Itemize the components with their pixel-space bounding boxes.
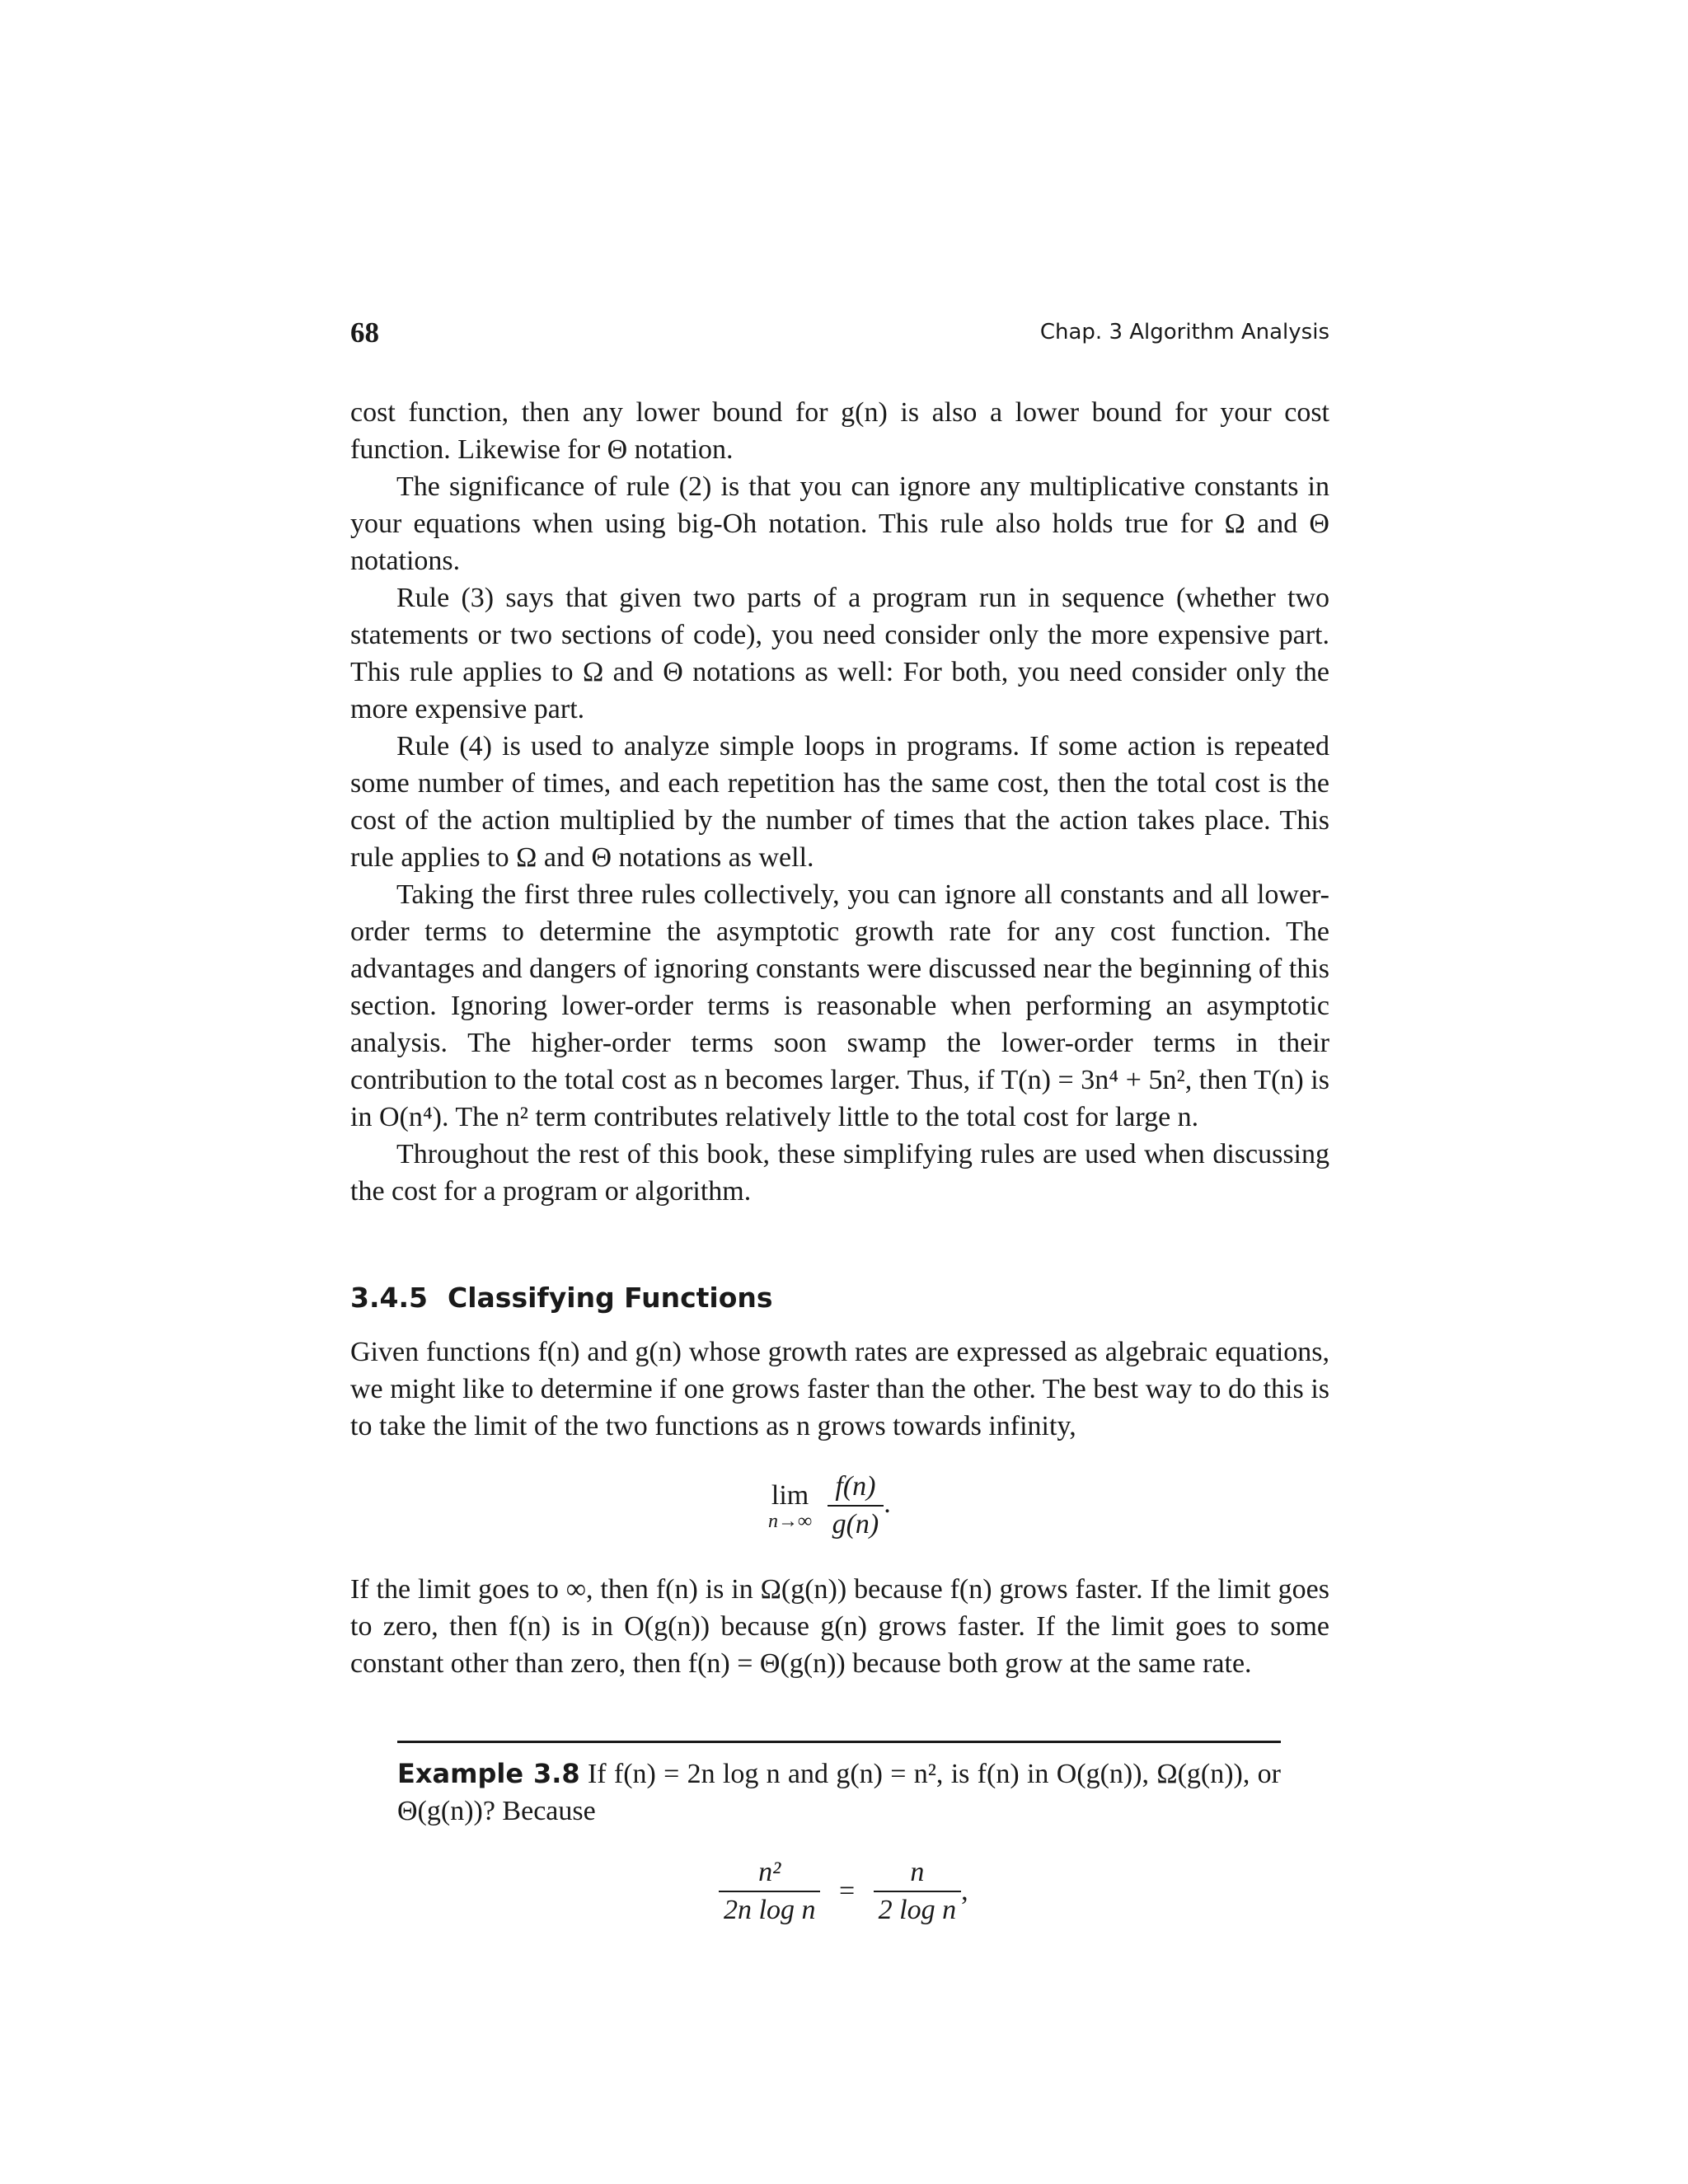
section-title: Classifying Functions <box>448 1282 773 1314</box>
fraction-numerator: n² <box>719 1854 820 1892</box>
equation-period: . <box>884 1488 891 1519</box>
paragraph: If the limit goes to ∞, then f(n) is in Ω(g(n)) because f(n) grows faster. If the limit goes to zero, then f(n) is in O(g(n)) because g(n) grows faster. If the limit goes to some constant other than zero, then f(n) = Θ(g(n)) because both grow at the same rate. <box>350 1574 1329 1679</box>
section-number: 3.4.5 <box>350 1282 428 1314</box>
fraction-denominator: 2 log n <box>878 1895 957 1925</box>
example-box <box>397 1755 1281 1830</box>
paragraph: Given functions f(n) and g(n) whose growth rates are expressed as algebraic equations, we might like to determine if one grows faster than the other. The best way to do this is to take the limit of the two functions as n grows towards infinity, <box>350 1337 1329 1441</box>
fraction-denominator: 2n log n <box>724 1895 816 1925</box>
section-heading <box>350 1282 773 1314</box>
section-text-continued <box>350 1571 1329 1682</box>
example-equation <box>719 1854 968 1929</box>
paragraph: Throughout the rest of this book, these simplifying rules are used when discussing the cost for a program or algorithm. <box>350 1139 1329 1207</box>
fraction-numerator: f(n) <box>828 1469 884 1507</box>
limit-equation <box>768 1469 891 1543</box>
equals-sign: = <box>838 1876 856 1906</box>
running-head: Chap. 3 Algorithm Analysis <box>1039 320 1329 344</box>
paragraph: cost function, then any lower bound for g(n) is also a lower bound for your cost function. Likewise for Θ notation. <box>350 397 1329 465</box>
paragraph: Taking the first three rules collectively, you can ignore all constants and all lower-order terms to determine the asymptotic growth rate for any cost function. The advantages and dangers of ignoring constants were discussed near the beginning of this section. Ignoring lower-order terms is reasonable when performing an asymptotic analysis. The higher-order terms soon swamp the lower-order terms in their contribution to the total cost as n becomes larger. Thus, if T(n) = 3n⁴ + 5n², then T(n) is in O(n⁴). The n² term contributes relatively little to the total cost for large n. <box>350 879 1329 1132</box>
paragraph: Rule (4) is used to analyze simple loops in programs. If some action is repeated some number of times, and each repetition has the same cost, then the total cost is the cost of the action multiplied by the number of times that the action takes place. This rule applies to Ω and Θ notations as well. <box>350 731 1329 873</box>
example-top-rule <box>397 1741 1281 1743</box>
example-text: If f(n) = 2n log n and g(n) = n², is f(n) in O(g(n)), Ω(g(n)), or Θ(g(n))? Because <box>397 1759 1281 1826</box>
section-text <box>350 1333 1329 1445</box>
limit-subscript: n→∞ <box>768 1511 813 1532</box>
paragraph: The significance of rule (2) is that you can ignore any multiplicative constants in your equations when using big-Oh notation. This rule also holds true for Ω and Θ notations. <box>350 471 1329 576</box>
limit-fraction <box>828 1469 884 1543</box>
fraction-denominator: g(n) <box>832 1509 879 1540</box>
fraction-numerator: n <box>874 1854 961 1892</box>
limit-operator: lim <box>771 1480 809 1511</box>
example-fraction-left <box>719 1854 820 1929</box>
body-text <box>350 394 1329 1210</box>
example-label: Example 3.8 <box>397 1758 580 1789</box>
example-fraction-right <box>874 1854 961 1929</box>
equation-comma: , <box>961 1876 968 1906</box>
paragraph: Rule (3) says that given two parts of a program run in sequence (whether two statements or two sections of code), you need consider only the more expensive part. This rule applies to Ω and Θ notations as well: For both, you need consider only the more expensive part. <box>350 583 1329 724</box>
page-number: 68 <box>350 316 379 349</box>
